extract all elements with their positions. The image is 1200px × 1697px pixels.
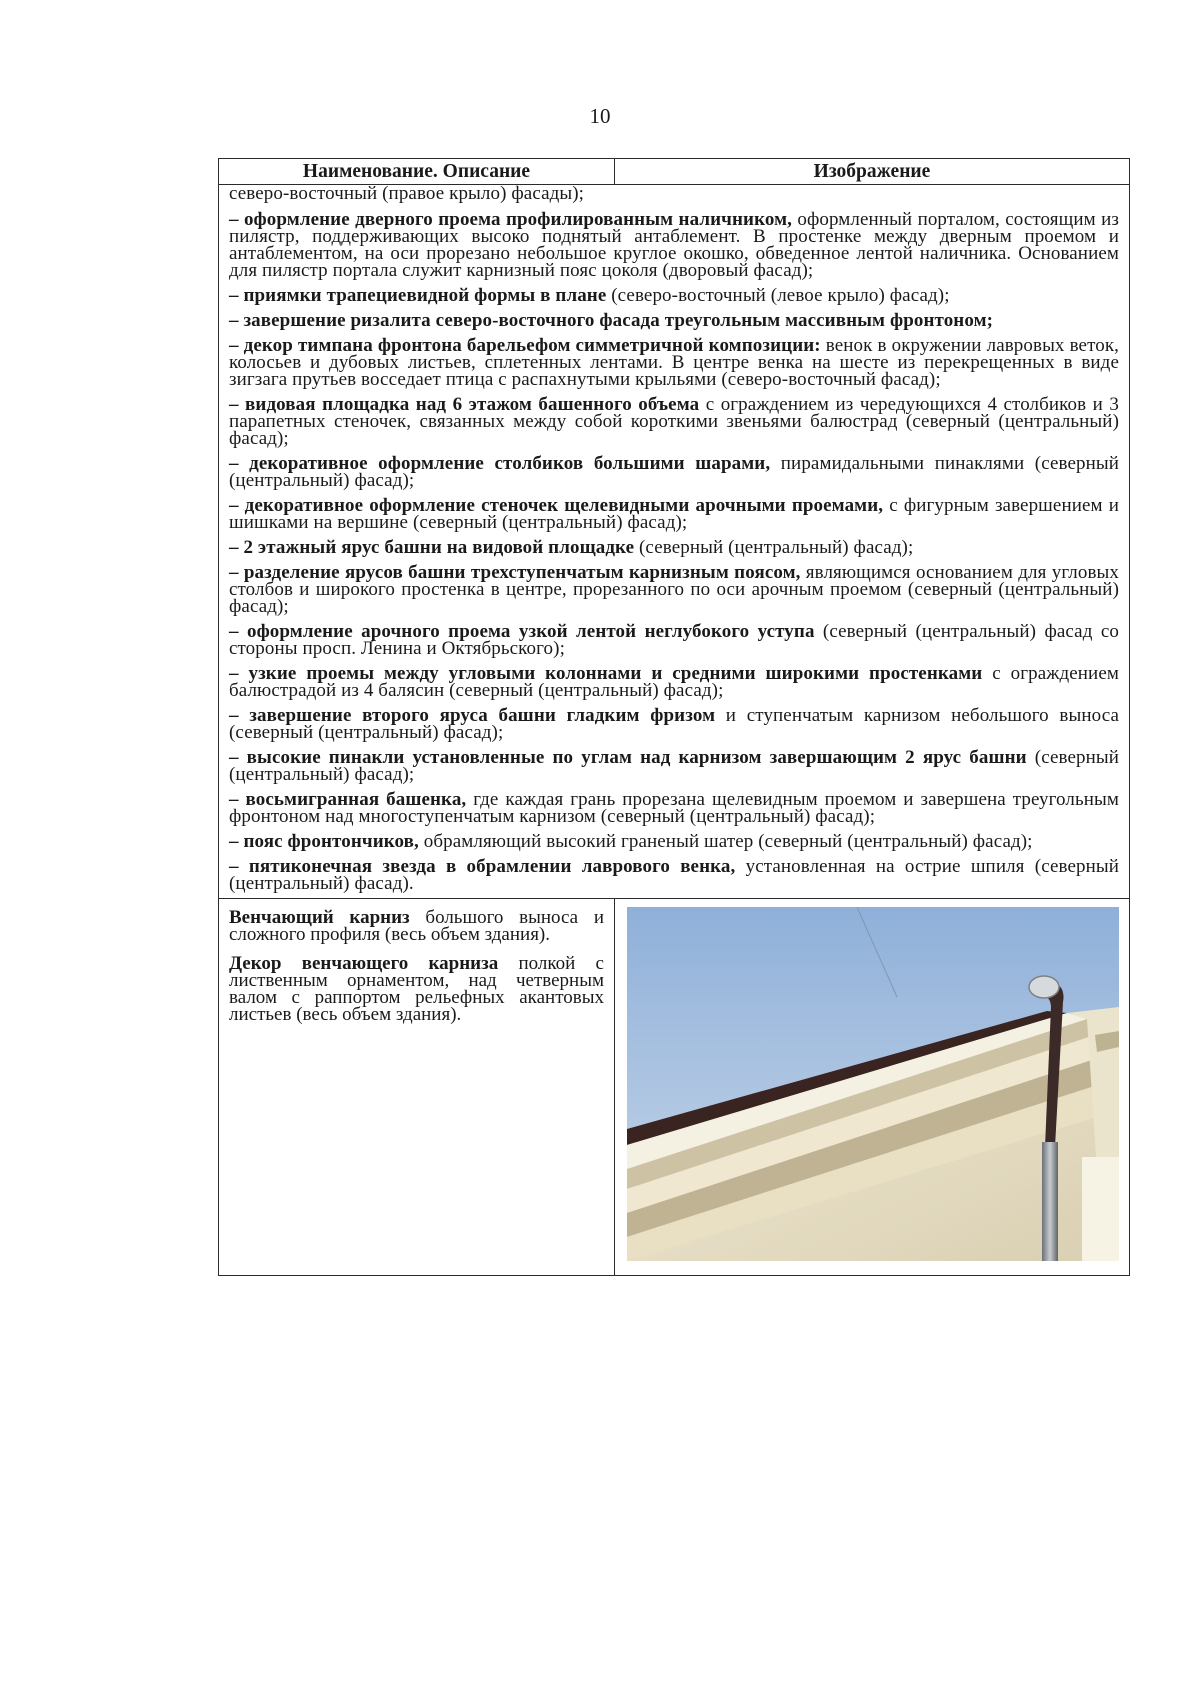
table-row [219,185,1130,899]
cornice-photo [627,907,1119,1261]
cornice-photo-illustration [627,907,1119,1261]
list-item: – декоративное оформление столбиков большими шарами, пирамидальными пинаклями (северный (центральный) фасад); [229,453,1119,491]
list-item: Венчающий карниз большого выноса и сложного профиля (весь объем здания). [229,907,604,945]
header-image: Изображение [615,159,1130,185]
list-item: – пятиконечная звезда в обрамлении лаврового венка, установленная на острие шпиля (северный (центральный) фасад). [229,856,1119,894]
description-cell [219,185,1130,899]
table-row [219,899,1130,1276]
list-item: – разделение ярусов башни трехступенчатым карнизным поясом, являющимся основанием для угловых столбов и широкого простенка в центре, прорезанного по оси арочным проемом (северный (центральный) фасад); [229,562,1119,617]
list-item: – восьмигранная башенка, где каждая грань прорезана щелевидным проемом и завершена треугольным фронтоном над многоступенчатым карнизом (северный (центральный) фасад); [229,789,1119,827]
table-header-row [219,159,1130,185]
list-item: – завершение второго яруса башни гладким фризом и ступенчатым карнизом небольшого выноса (северный (центральный) фасад); [229,705,1119,743]
cornice-image-cell [615,899,1130,1276]
list-item: – 2 этажный ярус башни на видовой площадке (северный (центральный) фасад); [229,537,914,558]
list-item: – приямки трапециевидной формы в плане (северо-восточный (левое крыло) фасад); [229,285,950,306]
list-item: – узкие проемы между угловыми колоннами и средними широкими простенками с ограждением балюстрадой из 4 балясин (северный (центральный) фасад); [229,663,1119,701]
description-table [218,158,1130,1276]
list-item: – декоративное оформление стеночек щелевидными арочными проемами, с фигурным завершением и шишками на вершине (северный (центральный) фасад); [229,495,1119,533]
list-item: Декор венчающего карниза полкой с лиственным орнаментом, над четверным валом с раппортом рельефных акантовых листьев (весь объем здания). [229,953,604,1025]
list-item: – высокие пинакли установленные по углам над карнизом завершающим 2 ярус башни (северный (центральный) фасад); [229,747,1119,785]
list-item: – оформление дверного проема профилированным наличником, оформленный порталом, состоящим из пилястр, поддерживающих высоко поднятый антаблемент. В простенке между дверным проемом и антаблементом, на оси прорезано небольшое круглое окошко, обведенное лентой наличника. Основанием для пилястр портала служит карнизный пояс цоколя (дворовый фасад); [229,209,1119,281]
page-number: 10 [589,104,611,128]
list-item: – видовая площадка над 6 этажом башенного объема с ограждением из чередующихся 4 столбиков и 3 парапетных стеночек, связанных между собой короткими звеньями балюстрад (северный (центральный) фасад); [229,394,1119,449]
header-name-description: Наименование. Описание [219,159,615,185]
list-item: – завершение ризалита северо-восточного фасада треугольным массивным фронтоном; [229,310,994,331]
continuation-text: северо-восточный (правое крыло) фасады); [229,183,585,204]
list-item: – оформление арочного проема узкой лентой неглубокого уступа (северный (центральный) фасад со стороны просп. Ленина и Октябрьского); [229,621,1119,659]
list-item: – пояс фронтончиков, обрамляющий высокий граненый шатер (северный (центральный) фасад); [229,831,1033,852]
list-item: – декор тимпана фронтона барельефом симметричной композиции: венок в окружении лавровых веток, колосьев и дубовых листьев, сплетенных лентами. В центре венка на шесте из перекрещенных в виде зигзага прутьев восседает птица с распахнутыми крыльями (северо-восточный фасад); [229,335,1119,390]
cornice-description-cell [219,899,615,1276]
